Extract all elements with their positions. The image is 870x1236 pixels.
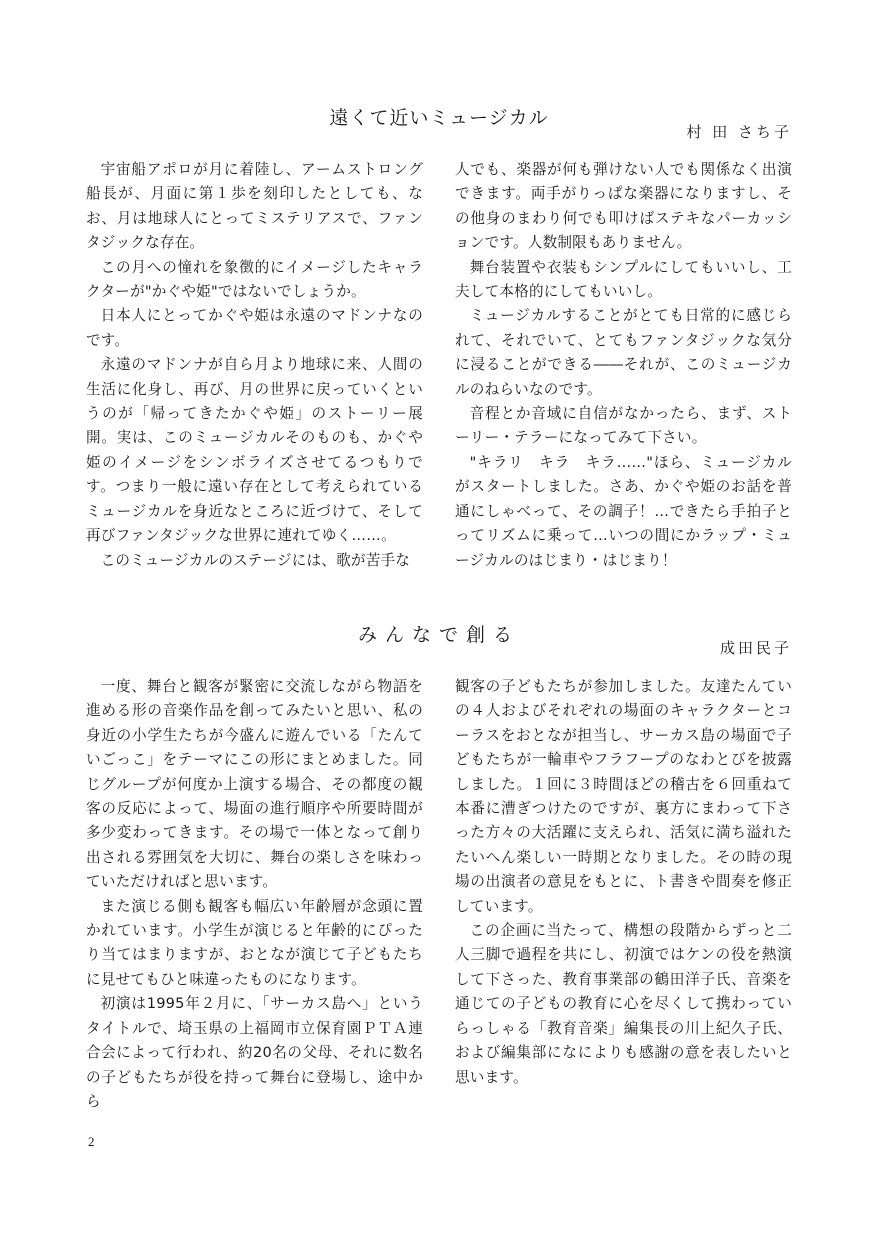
- paragraph: "キラリ キラ キラ……"ほら、ミュージカルがスタートしました。さあ、かぐや姫のお話を普通にしゃべって、その調子！…できたら手拍子とってリズムに乗って…いつの間にかラップ・ミュージカルのはじまり・はじまり！: [455, 453, 792, 569]
- article-1: [86, 103, 792, 593]
- page-number: 2: [88, 1134, 95, 1149]
- paragraph: 宇宙船アポロが月に着陸し、アームストロング船長が、月面に第１歩を刻印したとしても、なお、月は地球人にとってミステリアスで、ファンタジックな存在。: [86, 161, 423, 252]
- paragraph: 舞台装置や衣装もシンプルにしてもいいし、工夫して本格的にしてもいいし。: [455, 258, 792, 301]
- paragraph: 初演は1995年２月に、「サーカス島へ」というタイトルで、埼玉県の上福岡市立保育園ＰＴＡ連合会によって行われ、約20名の父母、それに数名の子どもたちが役を持って舞台に登場し、途中から: [86, 995, 423, 1110]
- paragraph: 日本人にとってかぐや姫は永遠のマドンナなのです。: [86, 307, 423, 349]
- paragraph: 観客の子どもたちが参加しました。友達たんていの４人およびそれぞれの場面のキャラクターとコーラスをおとなが担当し、サーカス島の場面で子どもたちが一輪車やフラフープのなわとびを披露しました。１回に３時間ほどの稽古を６回重ねて本番に漕ぎつけたのですが、裏方にまわって下さった方々の大活躍に支えられ、活気に満ち溢れたたいへん楽しい一時期となりました。その時の現場の出演者の意見をもとに、ト書きや間奏を修正しています。: [455, 678, 792, 915]
- paragraph: ミュージカルすることがとても日常的に感じられて、それでいて、とてもファンタジックな気分に浸ることができる――それが、このミュージカルのねらいなのです。: [455, 307, 792, 398]
- paragraph: 人でも、楽器が何も弾けない人でも関係なく出演できます。両手がりっぱな楽器になりますし、その他身のまわり何でも叩けばステキなパーカッションです。人数制限もありません。: [455, 161, 792, 252]
- paragraph: 一度、舞台と観客が緊密に交流しながら物語を進める形の音楽作品を創ってみたいと思い、私の身近の小学生たちが今盛んに遊んでいる「たんていごっこ」をテーマにこの形にまとめました。同じグループが何度か上演する場合、その都度の観客の反応によって、場面の進行順序や所要時間が多少変わってきます。その場で一体となって創り出される雰囲気を大切に、舞台の楽しさを味わっていただければと思います。: [86, 678, 423, 891]
- article-1-author: 村 田 さち子: [686, 123, 792, 141]
- paragraph: この企画に当たって、構想の段階からずっと二人三脚で過程を共にし、初演ではケンの役を熱演して下さった、教育事業部の鶴田洋子氏、音楽を通じての子どもの教育に心を尽くして携わっていらっしゃる「教育音楽」編集長の川上紀久子氏、および編集部になによりも感謝の意を表したいと思います。: [455, 922, 792, 1086]
- article-2: [86, 620, 792, 1110]
- paragraph: また演じる側も観客も幅広い年齢層が念頭に置かれています。小学生が演じると年齢的にぴったり当てはまりますが、おとなが演じて子どもたちに見せてもひと味違ったものになります。: [86, 897, 423, 988]
- article-2-right-column: [455, 675, 792, 1114]
- paragraph: 音程とか音域に自信がなかったら、まず、ストーリー・テラーになってみて下さい。: [455, 405, 792, 447]
- article-2-author: 成田民子: [719, 639, 792, 657]
- article-2-left-column: [86, 675, 423, 1114]
- paragraph: このミュージカルのステージには、歌が苦手な: [100, 551, 411, 569]
- article-1-left-column: [86, 158, 423, 573]
- article-1-columns: [86, 158, 792, 573]
- article-2-title: みんなで創る: [357, 624, 520, 646]
- article-2-columns: [86, 675, 792, 1114]
- article-1-right-column: [455, 158, 792, 573]
- article-1-title: 遠くて近いミュージカル: [329, 107, 549, 129]
- paragraph: この月への憧れを象徴的にイメージしたキャラクターが"かぐや姫"ではないでしょうか。: [86, 258, 423, 301]
- paragraph: 永遠のマドンナが自ら月より地球に来、人間の生活に化身し、再び、月の世界に戻っていくというのが「帰ってきたかぐや姫」のストーリー展開。実は、このミュージカルそのものも、かぐや姫のイメージをシンボライズさせてるつもりです。つまり一般に遠い存在として考えられているミュージカルを身近なところに近づけて、そして再びファンタジックな世界に連れてゆく……。: [86, 356, 423, 545]
